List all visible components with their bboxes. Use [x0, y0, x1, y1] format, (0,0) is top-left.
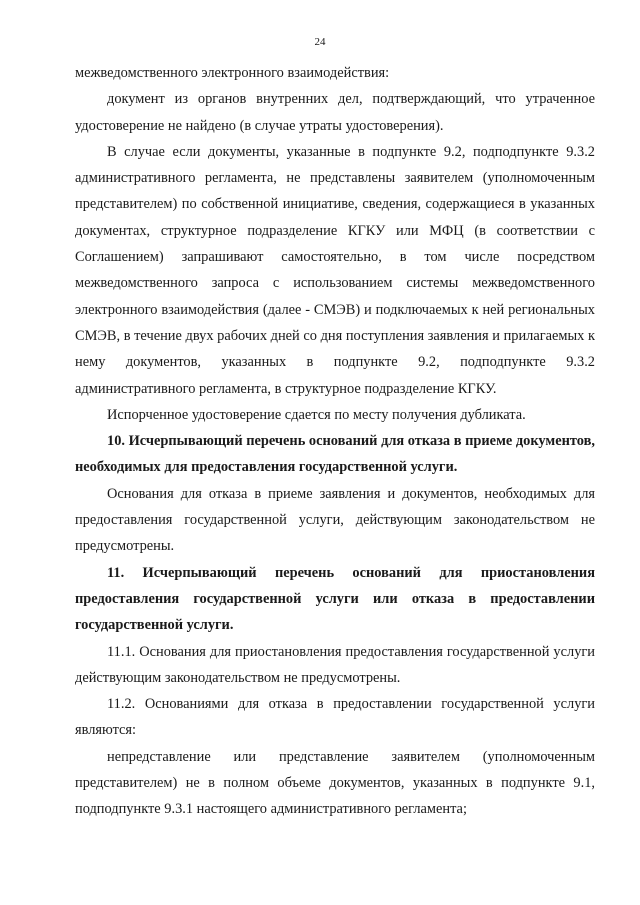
paragraph: межведомственного электронного взаимодействия: — [75, 65, 390, 81]
paragraph: 11.1. Основания для приостановления предоставления государственной услуги действующим законодательством не предусмотрены. — [75, 643, 595, 686]
document-body — [75, 60, 595, 823]
paragraph: 11.2. Основаниями для отказа в предоставлении государственной услуги являются: — [75, 696, 595, 739]
section-heading: 11. Исчерпывающий перечень оснований для приостановления предоставления государственной услуги или отказа в предоставлении государственной услуги. — [75, 564, 595, 634]
paragraph: непредставление или представление заявителем (уполномоченным представителем) не в полном объеме документов, указанных в подпункте 9.1, подподпункте 9.3.1 настоящего административного регламента; — [75, 748, 595, 818]
page-number: 24 — [314, 36, 326, 48]
section-heading: 10. Исчерпывающий перечень оснований для отказа в приеме документов, необходимых для предоставления государственной услуги. — [75, 433, 595, 476]
paragraph: Основания для отказа в приеме заявления и документов, необходимых для предоставления государственной услуги, действующим законодательством не предусмотрены. — [75, 485, 595, 555]
paragraph: В случае если документы, указанные в подпункте 9.2, подподпункте 9.3.2 административного регламента, не представлены заявителем (уполномоченным представителем) по собственной инициативе, сведения, содержащиеся в указанных документах, структурное подразделение КГКУ или МФЦ (в соответствии с Соглашением) запрашивают самостоятельно, в том числе посредством межведомственного запроса с использованием системы межведомственного электронного взаимодействия (далее - СМЭВ) и подключаемых к ней региональных СМЭВ, в течение двух рабочих дней со дня поступления заявления и прилагаемых к нему документов, указанных в подпункте 9.2, подподпункте 9.3.2 административного регламента, в структурное подразделение КГКУ. — [75, 143, 595, 397]
paragraph: Испорченное удостоверение сдается по месту получения дубликата. — [107, 406, 526, 423]
paragraph: документ из органов внутренних дел, подтверждающий, что утраченное удостоверение не найдено (в случае утраты удостоверения). — [75, 91, 595, 134]
